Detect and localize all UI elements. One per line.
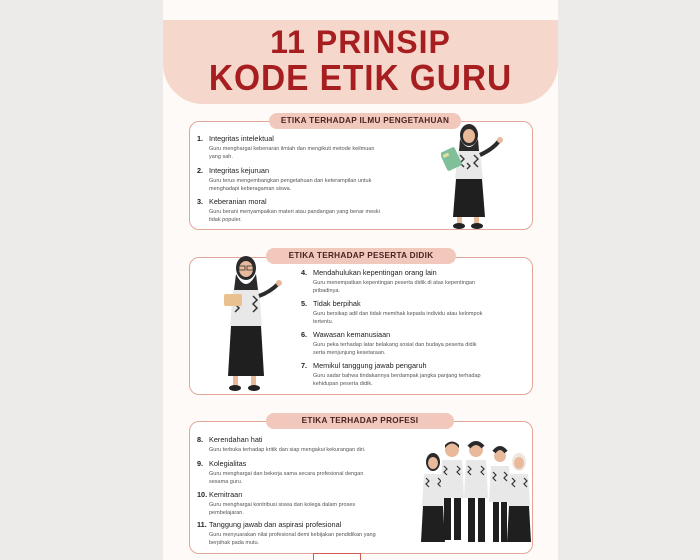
item-desc: yang sah.: [209, 154, 233, 160]
item-desc: Guru menghargai kebenaran ilmiah dan mengikuti metode keilmuan: [209, 146, 375, 152]
item-title: Memikul tanggung jawab pengaruh: [313, 361, 427, 370]
item-desc: pembelajaran.: [209, 510, 244, 516]
item-title: Tanggung jawab dan aspirasi profesional: [209, 520, 342, 529]
item-number: 11.: [197, 520, 207, 529]
item-number: 10.: [197, 490, 208, 499]
item-number: 2.: [197, 166, 204, 175]
item-desc: serta menjunjung kesetaraan.: [313, 350, 386, 356]
item-desc: Guru terus mengembangkan pengetahuan dan keterampilan untuk: [209, 178, 372, 184]
item-desc: pribadinya.: [313, 288, 340, 294]
teachers-group-illustration: [418, 436, 532, 550]
item-title: Keberanian moral: [209, 197, 267, 206]
poster-title-line2: KODE ETIK GURU: [208, 57, 513, 98]
item-desc: Guru berani menyampaikan materi atau pandangan yang benar meski: [209, 209, 380, 215]
item-desc: Guru menyuarakan nilai profesional demi kebijakan pendidikan yang: [209, 532, 376, 538]
list-item: [197, 490, 355, 517]
teacher-with-book-illustration: [441, 119, 511, 231]
section-label-profesi: ETIKA TERHADAP PROFESI: [266, 413, 454, 429]
list-item: [197, 520, 376, 547]
item-number: 9.: [197, 459, 204, 468]
item-desc: Guru menghargai kontribusi siswa dan kolega dalam proses: [209, 502, 356, 508]
item-desc: Guru terbuka terhadap kritik dan siap mengakui kekurangan diri.: [209, 447, 366, 453]
item-desc: Guru menghargai dan bekerja sama secara profesional dengan: [209, 471, 364, 477]
item-desc: tidak populer.: [209, 217, 242, 223]
teacher-presenting-illustration: [218, 252, 288, 398]
item-desc: Guru menempatkan kepentingan peserta didik di atas kepentingan: [313, 280, 476, 286]
item-number: 1.: [197, 134, 204, 143]
item-number: 8.: [197, 435, 204, 444]
item-desc: tertentu.: [313, 319, 334, 325]
section-label-ilmu-pengetahuan: ETIKA TERHADAP ILMU PENGETAHUAN: [269, 113, 461, 129]
list-item: [301, 361, 481, 388]
item-title: Kemitraan: [209, 490, 243, 499]
poster-title-line1: 11 PRINSIP: [270, 24, 451, 60]
item-desc: Guru bersikap adil dan tidak memihak kepada individu atau kelompok: [313, 311, 483, 317]
item-desc: menghadapi keberagaman siswa.: [209, 186, 292, 192]
item-number: 5.: [301, 299, 308, 308]
poster: [163, 0, 558, 560]
list-item: [197, 197, 380, 224]
list-item: [301, 299, 482, 326]
next-page-tab: [313, 553, 361, 560]
item-desc: kehidupan peserta didik.: [313, 381, 373, 387]
item-number: 3.: [197, 197, 204, 206]
list-item: [197, 166, 371, 193]
item-title: Kolegialitas: [209, 459, 247, 468]
list-item: [301, 268, 475, 295]
item-desc: sesama guru.: [209, 479, 243, 485]
item-title: Tidak berpihak: [313, 299, 361, 308]
list-item: [301, 330, 477, 357]
item-title: Mendahulukan kepentingan orang lain: [313, 268, 437, 277]
item-title: Kerendahan hati: [209, 435, 263, 444]
item-desc: Guru peka terhadap latar belakang sosial dan budaya peserta didik: [313, 342, 477, 348]
item-desc: berpihak pada mutu.: [209, 540, 260, 546]
item-title: Integritas kejuruan: [209, 166, 270, 175]
item-number: 6.: [301, 330, 308, 339]
item-number: 7.: [301, 361, 308, 370]
list-item: [197, 435, 366, 454]
item-desc: Guru sadar bahwa tindakannya berdampak jangka panjang terhadap: [313, 373, 481, 379]
list-item: [197, 134, 374, 161]
item-number: 4.: [301, 268, 308, 277]
item-title: Wawasan kemanusiaan: [313, 330, 391, 339]
section-label-peserta-didik: ETIKA TERHADAP PESERTA DIDIK: [266, 248, 456, 264]
item-title: Integritas intelektual: [209, 134, 274, 143]
list-item: [197, 459, 363, 486]
